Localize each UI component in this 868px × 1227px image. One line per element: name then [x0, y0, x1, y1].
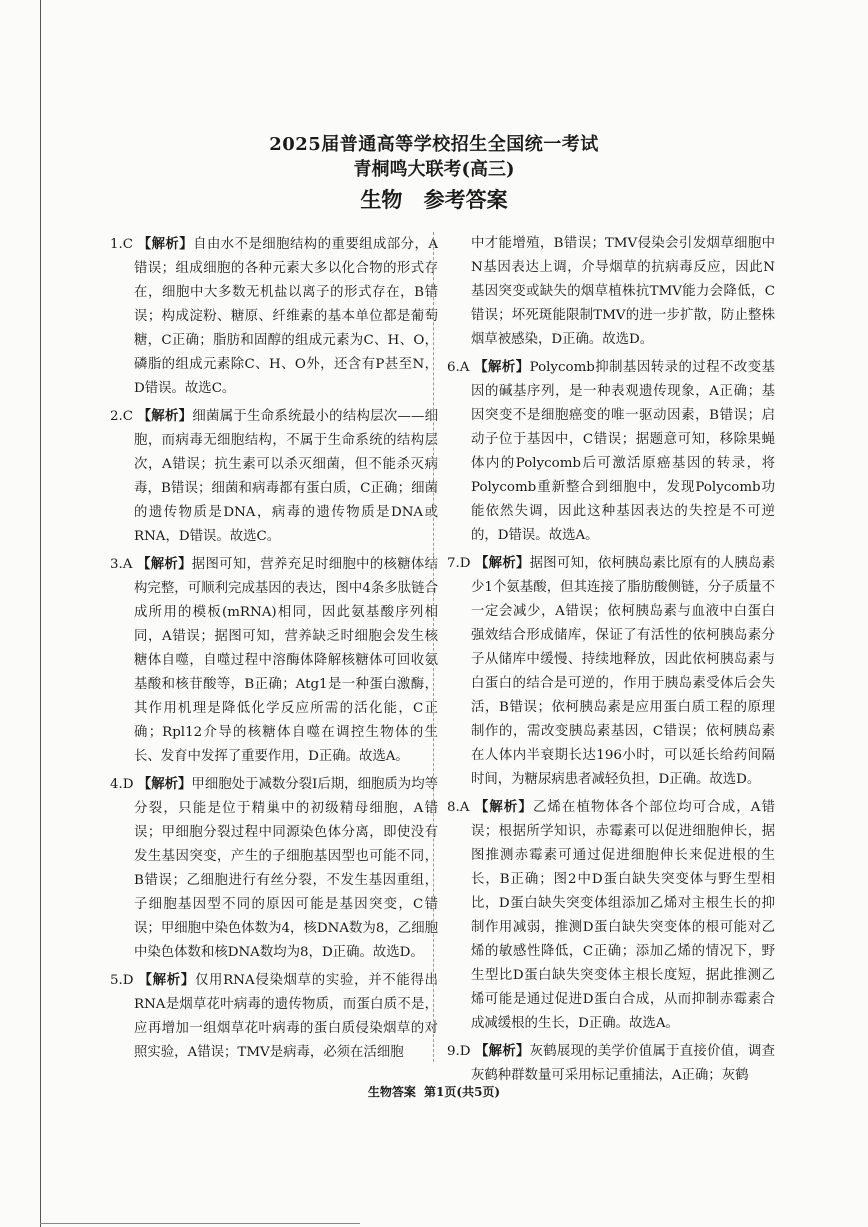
- answer-explanation: Polycomb抑制基因转录的过程不改变基因的碱基序列，是一种表观遗传现象，A正确；基因突变不是细胞癌变的唯一驱动因素，B错误；启动子位于基因中，C错误；据题意可知，移除果蝇体内的Polycomb后可激活原癌基因的转录，将Polycomb重新整合到细胞中，发现Polycomb功能依然失调，因此这种基因表达的失控是不可逆的，D错误。故选A。: [471, 360, 775, 543]
- analysis-tag: 【解析】: [137, 776, 192, 792]
- answer-item: [110, 552, 438, 769]
- left-column: [110, 232, 438, 1068]
- answer-explanation: 仅用RNA侵染烟草的实验，并不能得出RNA是烟草花叶病毒的遗传物质，而蛋白质不是，应再增加一组烟草花叶病毒的蛋白质侵染烟草的对照实验，A错误；TMV是病毒，必须在活细胞: [134, 973, 439, 1060]
- answer-explanation: 细菌属于生命系统最小的结构层次——细胞，而病毒无细胞结构，不属于生命系统的结构层次，A错误；抗生素可以杀灭细菌，但不能杀灭病毒，B错误；细菌和病毒都有蛋白质，C正确；细菌的遗传物质是DNA，病毒的遗传物质是DNA或RNA，D错误。故选C。: [134, 409, 439, 544]
- answer-number: 4.D: [110, 777, 134, 792]
- answer-explanation: 据图可知，依柯胰岛素比原有的人胰岛素少1个氨基酸，但其连接了脂肪酸侧链，分子质量不一定会减少，A错误；依柯胰岛素与血液中白蛋白强效结合形成储库，保证了有活性的依柯胰岛素分子从储库中缓慢、持续地释放，因此依柯胰岛素与白蛋白的结合是可逆的，作用于胰岛素受体后会失活，B错误；依柯胰岛素是应用蛋白质工程的原理制作的，需改变胰岛素基因，C错误；依柯胰岛素在人体内半衰期长达196小时，可以延长给药间隔时间，为糖尿病患者减轻负担，D正确。故选D。: [471, 556, 776, 787]
- analysis-tag: 【解析】: [475, 555, 530, 571]
- right-column: [447, 232, 775, 1091]
- answer-item: [447, 795, 775, 1036]
- answer-item: [447, 551, 775, 792]
- answer-number: 9.D: [447, 1044, 471, 1059]
- answer-explanation: 自由水不是细胞结构的重要组成部分，A错误；组成细胞的各种元素大多以化合物的形式存在，细胞中大多数无机盐以离子的形式存在，B错误；构成淀粉、糖原、纤维素的基本单位都是葡萄糖，C正确；脂肪和固醇的组成元素为C、H、O，磷脂的组成元素除C、H、O外，还含有P甚至N，D错误。故选C。: [134, 237, 439, 396]
- column-divider: [433, 232, 434, 1062]
- answer-explanation: 据图可知，营养充足时细胞中的核糖体结构完整，可顺利完成基因的表达，图中4条多肽链合成所用的模板(mRNA)相同，因此氨基酸序列相同，A错误；据图可知，营养缺乏时细胞会发生核糖体自噬，自噬过程中溶酶体降解核糖体可回收氨基酸和核苷酸等，B正确；Atg1是一种蛋白激酶，其作用机理是降低化学反应所需的活化能，C正确；Rpl12介导的核糖体自噬在调控生物体的生长、发育中发挥了重要作用，D正确。故选A。: [134, 557, 438, 764]
- answer-item: [447, 1039, 775, 1088]
- answer-item: [110, 232, 438, 401]
- answer-number: 3.A: [110, 557, 133, 572]
- answer-item: [110, 404, 438, 549]
- answer-explanation: 灰鹤展现的美学价值属于直接价值，调查灰鹤种群数量可采用标记重捕法，A正确；灰鹤: [471, 1044, 776, 1083]
- answer-number: 8.A: [447, 800, 470, 815]
- analysis-tag: 【解析】: [137, 236, 194, 252]
- analysis-tag: 【解析】: [474, 799, 533, 815]
- answer-item: [447, 355, 775, 548]
- subject-title: 生物 参考答案: [360, 187, 508, 212]
- exam-subtitle: 青桐鸣大联考(高三): [353, 159, 515, 180]
- analysis-tag: 【解析】: [474, 359, 530, 375]
- answer-explanation: 甲细胞处于减数分裂Ⅰ后期，细胞质为均等分裂，只能是位于精巢中的初级精母细胞，A错误；甲细胞分裂过程中同源染色体分离，即使没有发生基因突变，产生的子细胞基因型也可能不同，B错误；乙细胞进行有丝分裂，不发生基因重组，子细胞基因型不同的原因可能是基因突变，C错误；甲细胞中染色体数为4，核DNA数为8，乙细胞中染色体数和核DNA数均为8，D正确。故选D。: [134, 777, 438, 960]
- answer-item: [447, 232, 775, 352]
- answer-number: 6.A: [447, 360, 470, 375]
- answer-explanation: 乙烯在植物体各个部位均可合成，A错误；根据所学知识，赤霉素可以促进细胞伸长，据图推测赤霉素可通过促进细胞伸长来促进根的生长，B正确；图2中D蛋白缺失突变体与野生型相比，D蛋白缺失突变体组添加乙烯对主根生长的抑制作用减弱，推测D蛋白缺失突变体的根可能对乙烯的敏感性降低，C正确；添加乙烯的情况下，野生型比D蛋白缺失突变体主根长度短，据此推测乙烯可能是通过促进D蛋白合成，从而抑制赤霉素合成减缓根的生长，D正确。故选A。: [471, 800, 776, 1031]
- answer-number: 2.C: [110, 409, 134, 424]
- answer-explanation: 中才能增殖，B错误；TMV侵染会引发烟草细胞中N基因表达上调，介导烟草的抗病毒反应，因此N基因突变或缺失的烟草植株抗TMV能力会降低，C错误；坏死斑能限制TMV的进一步扩散，防止整株烟草被感染，D正确。故选D。: [471, 236, 775, 347]
- analysis-tag: 【解析】: [475, 1043, 530, 1059]
- analysis-tag: 【解析】: [138, 972, 195, 988]
- answer-number: 7.D: [447, 556, 471, 571]
- answer-item: [110, 968, 438, 1065]
- bottom-rule: [40, 1223, 360, 1224]
- exam-title: 2025届普通高等学校招生全国统一考试: [269, 134, 599, 155]
- answer-item: [110, 772, 438, 965]
- page-footer: 生物答案 第1页(共5页): [367, 1085, 501, 1099]
- analysis-tag: 【解析】: [137, 556, 192, 572]
- answer-number: 1.C: [110, 237, 134, 252]
- analysis-tag: 【解析】: [137, 408, 193, 424]
- answer-number: 5.D: [110, 973, 134, 988]
